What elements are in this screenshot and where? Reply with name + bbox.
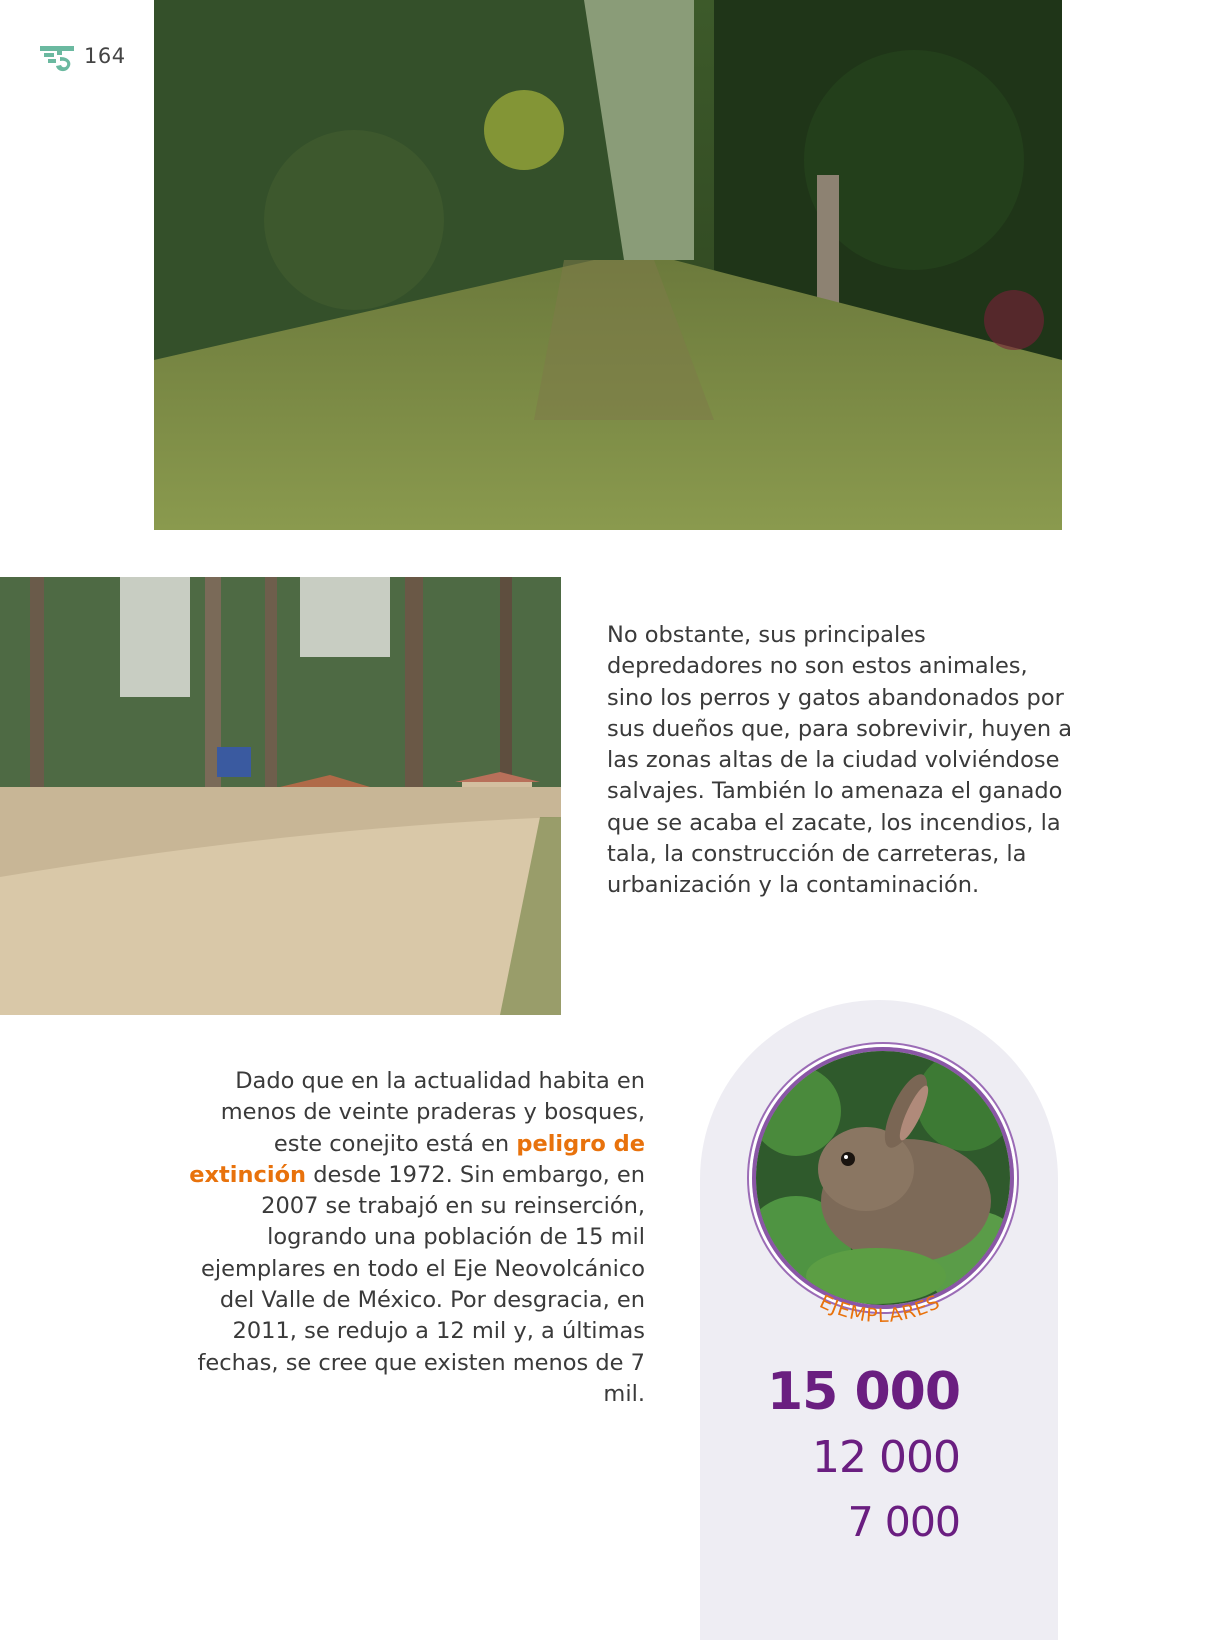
- page-number: 164: [84, 44, 126, 68]
- extinction-highlight: peligro de extinción: [189, 1130, 645, 1188]
- green-stepped-logo-icon: [40, 44, 76, 74]
- forest-dirt-road-photo: [0, 577, 561, 1015]
- stat-7000: 7 000: [847, 1498, 960, 1546]
- stat-12000: 12 000: [812, 1432, 960, 1483]
- svg-text:EJEMPLARES: EJEMPLARES: [816, 1290, 944, 1328]
- extinction-paragraph: [180, 1066, 645, 1410]
- rabbit-photo: [752, 1047, 1014, 1309]
- ejemplares-label: [780, 1282, 980, 1362]
- stat-15000: 15 000: [766, 1362, 960, 1422]
- extinction-text-after: desde 1972. Sin embargo, en 2007 se trabajó en su reinserción, logrando una población de 15 mil ejemplares en todo el Eje Neovolcánico del Valle de México. Por desgracia, en 2011, se redujo a 12 mil y, a últimas fechas, se cree que existen menos de 7 mil.: [197, 1161, 645, 1407]
- predators-paragraph: No obstante, sus principales depredadores no son estos animales, sino los perros y gatos abandonados por sus dueños que, para sobrevivir, huyen a las zonas altas de la ciudad volviéndose salvajes. También lo amenaza el ganado que se acaba el zacate, los incendios, la tala, la construcción de carreteras, la urbanización y la contaminación.: [607, 622, 1073, 899]
- forest-path-photo: [154, 0, 1062, 530]
- extinction-text-before: Dado que en la actualidad habita en menos de veinte praderas y bosques, este conejito está en: [220, 1068, 645, 1157]
